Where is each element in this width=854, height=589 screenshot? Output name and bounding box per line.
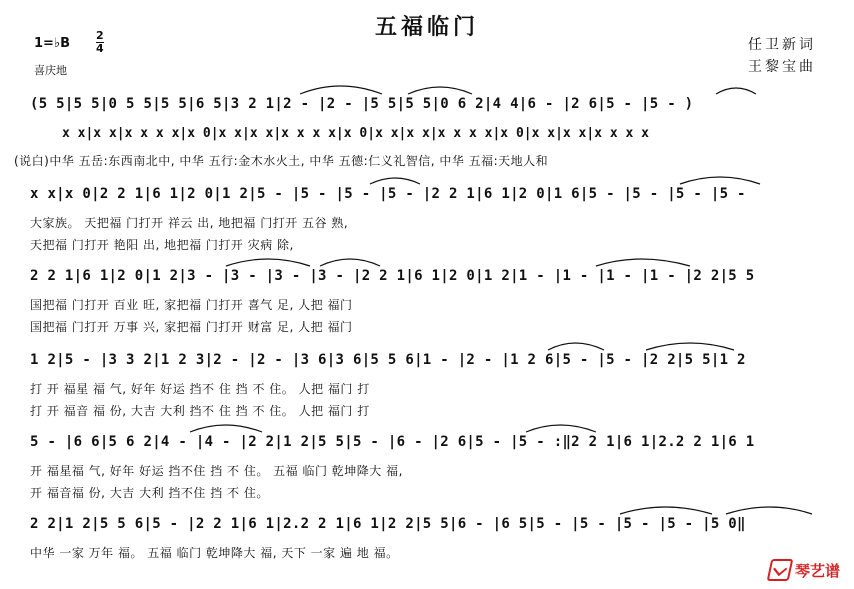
key-signature: 1=♭B <box>34 36 70 51</box>
logo-text: 琴艺谱 <box>794 561 840 580</box>
lyric-line-2a: 大家族。 天把福 门打开 祥云 出, 地把福 门打开 五谷 熟, <box>30 216 349 230</box>
qinyipu-logo-icon <box>767 559 794 581</box>
score-line-2: x x|x 0|2 2 1|6 1|2 0|1 2|5 - |5 - |5 - |5 - |2 2 1|6 1|2 0|1 6|5 - |5 - |5 - |5 - <box>30 186 746 202</box>
lyric-line-3b: 国把福 门打开 万事 兴, 家把福 门打开 财富 足, 人把 福门 <box>30 320 353 334</box>
lyric-line-5a: 开 福星福 气, 好年 好运 挡不住 挡 不 住。 五福 临门 乾坤降大 福, <box>30 464 403 478</box>
time-signature <box>96 30 104 55</box>
meter-bottom: 4 <box>96 42 104 55</box>
lyric-line-3a: 国把福 门打开 百业 旺, 家把福 门打开 喜气 足, 人把 福门 <box>30 298 353 312</box>
meter-top: 2 <box>96 29 104 42</box>
rhythm-line-1: x x|x x|x x x x|x 0|x x|x x|x x x x|x 0|x x|x x|x x x x|x 0|x x|x x|x x x x <box>62 126 649 141</box>
lyric-line-2b: 天把福 门打开 艳阳 出, 地把福 门打开 灾病 除, <box>30 238 294 252</box>
composer: 王黎宝曲 <box>748 59 816 75</box>
lyric-line-4b: 打 开 福音 福 份, 大吉 大利 挡不 住 挡 不 住。 人把 福门 打 <box>30 404 370 418</box>
site-logo <box>769 559 840 581</box>
score-line-1: (5 5|5 5|0 5 5|5 5|6 5|3 2 1|2 - |2 - |5 5|5 5|0 6 2|4 4|6 - |2 6|5 - |5 - ) <box>30 96 694 112</box>
lyric-line-4a: 打 开 福星 福 气, 好年 好运 挡不 住 挡 不 住。 人把 福门 打 <box>30 382 370 396</box>
tempo-style: 喜庆地 <box>34 64 67 77</box>
score-line-3: 2 2 1|6 1|2 0|1 2|3 - |3 - |3 - |3 - |2 2 1|6 1|2 0|1 2|1 - |1 - |1 - |1 - |2 2|5 5 <box>30 268 755 284</box>
lyric-line-6: 中华 一家 万年 福。 五福 临门 乾坤降大 福, 天下 一家 遍 地 福。 <box>30 546 399 560</box>
score-line-4: 1 2|5 - |3 3 2|1 2 3|2 - |2 - |3 6|3 6|5 5 6|1 - |2 - |1 2 6|5 - |5 - |2 2|5 5|1 2 <box>30 352 746 368</box>
lyric-line-5b: 开 福音福 份, 大吉 大利 挡不住 挡 不 住。 <box>30 486 269 500</box>
score-line-5: 5 - |6 6|5 6 2|4 - |4 - |2 2|1 2|5 5|5 - |6 - |2 6|5 - |5 - :‖2 2 1|6 1|2.2 2 1|6 1 <box>30 434 755 450</box>
lyricist: 任卫新词 <box>748 37 816 53</box>
song-title: 五福临门 <box>374 14 479 40</box>
lyric-line-1: (说白)中华 五岳:东西南北中, 中华 五行:金木水火土, 中华 五德:仁义礼智信, 中华 五福:天地人和 <box>14 154 549 168</box>
score-line-6: 2 2|1 2|5 5 6|5 - |2 2 1|6 1|2.2 2 1|6 1|2 2|5 5|6 - |6 5|5 - |5 - |5 - |5 - |5 0‖ <box>30 516 746 532</box>
credits <box>748 34 816 78</box>
